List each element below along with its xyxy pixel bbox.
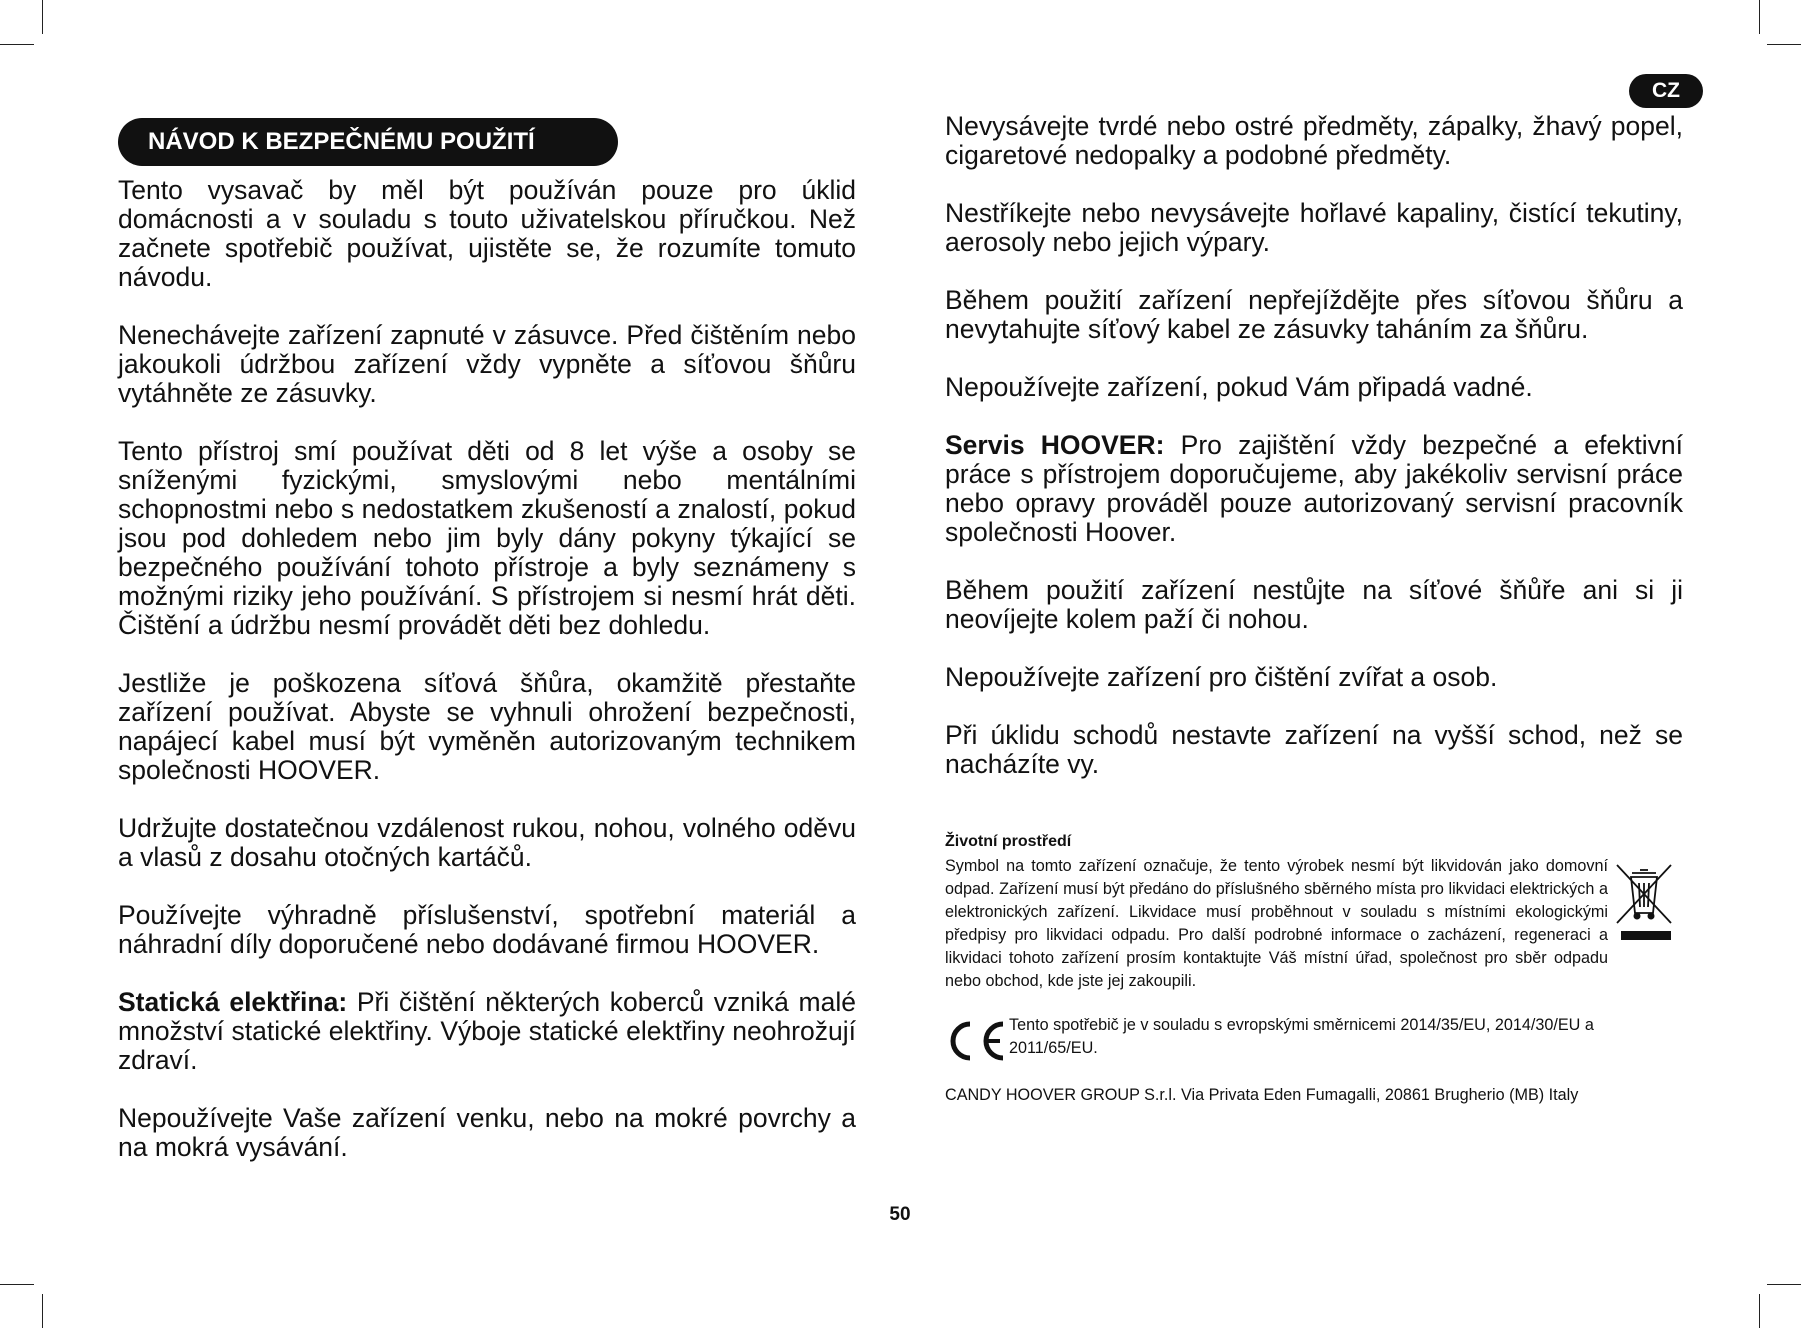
left-column bbox=[118, 176, 856, 1191]
paragraph: Jestliže je poškozena síťová šňůra, okamžitě přestaňte zařízení používat. Abyste se vyhnuli ohrožení bezpečnosti, napájecí kabel musí být vyměněn autorizovaným technikem společnosti HOOVER. bbox=[118, 668, 856, 785]
paragraph: Během použití zařízení nestůjte na síťové šňůře ani si ji neovíjejte kolem paží či nohou. bbox=[945, 575, 1683, 634]
crop-mark bbox=[1759, 0, 1760, 34]
crop-mark bbox=[0, 1284, 34, 1285]
environment-title: Životní prostředí bbox=[945, 833, 1072, 850]
paragraph: Nepoužívejte zařízení pro čištění zvířat a osob. bbox=[945, 662, 1498, 692]
crop-mark bbox=[42, 1294, 43, 1328]
paragraph: Během použití zařízení nepřejíždějte přes síťovou šňůru a nevytahujte síťový kabel ze zásuvky taháním za šňůru. bbox=[945, 285, 1683, 344]
crop-mark bbox=[1767, 1284, 1801, 1285]
service-label: Servis HOOVER: bbox=[945, 430, 1165, 460]
right-column bbox=[945, 112, 1683, 808]
paragraph: Nepoužívejte Vaše zařízení venku, nebo na mokré povrchy a na mokrá vysávání. bbox=[118, 1103, 856, 1162]
paragraph: Používejte výhradně příslušenství, spotřební materiál a náhradní díly doporučené nebo dodávané firmou HOOVER. bbox=[118, 900, 856, 959]
paragraph: Tento přístroj smí používat děti od 8 let výše a osoby se sníženými fyzickými, smyslovými nebo mentálními schopnostmi nebo s nedostatkem zkušeností a znalostí, pokud jsou pod dohledem nebo jim byly dány pokyny týkající se bezpečného používání tohoto přístroje a byly seznámeny s možnými riziky jeho používání. S přístrojem si nesmí hrát děti. Čištění a údržbu nesmí provádět děti bez dohledu. bbox=[118, 436, 856, 640]
paragraph bbox=[945, 431, 1683, 547]
paragraph: Nestříkejte nebo nevysávejte hořlavé kapaliny, čistící tekutiny, aerosoly nebo jejich výpary. bbox=[945, 198, 1683, 257]
section-title: NÁVOD K BEZPEČNÉMU POUŽITÍ bbox=[118, 118, 618, 166]
paragraph: Udržujte dostatečnou vzdálenost rukou, nohou, volného oděvu a vlasů z dosahu otočných kartáčů. bbox=[118, 813, 856, 872]
language-badge: CZ bbox=[1629, 74, 1703, 108]
static-electricity-text: Při čištění některých koberců vzniká malé množství statické elektřiny. Výboje statické elektřiny neohrožují zdraví. bbox=[118, 987, 856, 1075]
static-electricity-label: Statická elektřina: bbox=[118, 987, 348, 1017]
crop-mark bbox=[1767, 44, 1801, 45]
crossed-out-wheelie-bin-icon bbox=[1613, 861, 1675, 941]
service-text: Pro zajištění vždy bezpečné a efektivní práce s přístrojem doporučujeme, aby jakékoliv servisní práce nebo opravy prováděl pouze autorizovaný servisní pracovník společnosti Hoover. bbox=[945, 430, 1683, 547]
environment-section bbox=[945, 833, 1690, 993]
company-address: CANDY HOOVER GROUP S.r.l. Via Privata Eden Fumagalli, 20861 Brugherio (MB) Italy bbox=[945, 1086, 1579, 1104]
environment-text: Symbol na tomto zařízení označuje, že tento výrobek nesmí být likvidován jako domovní odpad. Zařízení musí být předáno do příslušného sběrného místa pro likvidaci elektrických a elektronických zařízení. Likvidace musí proběhnout v souladu s místními ekologickými předpisy pro likvidaci odpadu. Pro další podrobné informace o zacházení, regeneraci a likvidaci tohoto zařízení prosím kontaktujte Váš místní úřad, společnost pro sběr odpadu nebo obchod, kde jste jej zakoupili. bbox=[945, 857, 1608, 990]
paragraph: Při úklidu schodů nestavte zařízení na vyšší schod, než se nacházíte vy. bbox=[945, 720, 1683, 779]
paragraph: Nenechávejte zařízení zapnuté v zásuvce. Před čištěním nebo jakoukoli údržbou zařízení vždy vypněte a síťovou šňůru vytáhněte ze zásuvky. bbox=[118, 320, 856, 408]
crop-mark bbox=[0, 44, 34, 45]
paragraph bbox=[118, 988, 856, 1075]
crop-mark bbox=[1759, 1294, 1760, 1328]
page-number: 50 bbox=[889, 1204, 911, 1225]
ce-mark-icon bbox=[945, 1016, 1011, 1066]
paragraph: Tento vysavač by měl být používán pouze pro úklid domácnosti a v souladu s touto uživatelskou příručkou. Než začnete spotřebič používat, ujistěte se, že rozumíte tomuto návodu. bbox=[118, 175, 856, 292]
crop-mark bbox=[42, 0, 43, 34]
ce-compliance-text: Tento spotřebič je v souladu s evropskými směrnicemi 2014/35/EU, 2014/30/EU a 2011/65/EU. bbox=[1009, 1016, 1594, 1057]
paragraph: Nepoužívejte zařízení, pokud Vám připadá vadné. bbox=[945, 372, 1533, 402]
paragraph: Nevysávejte tvrdé nebo ostré předměty, zápalky, žhavý popel, cigaretové nedopalky a podobné předměty. bbox=[945, 111, 1683, 170]
